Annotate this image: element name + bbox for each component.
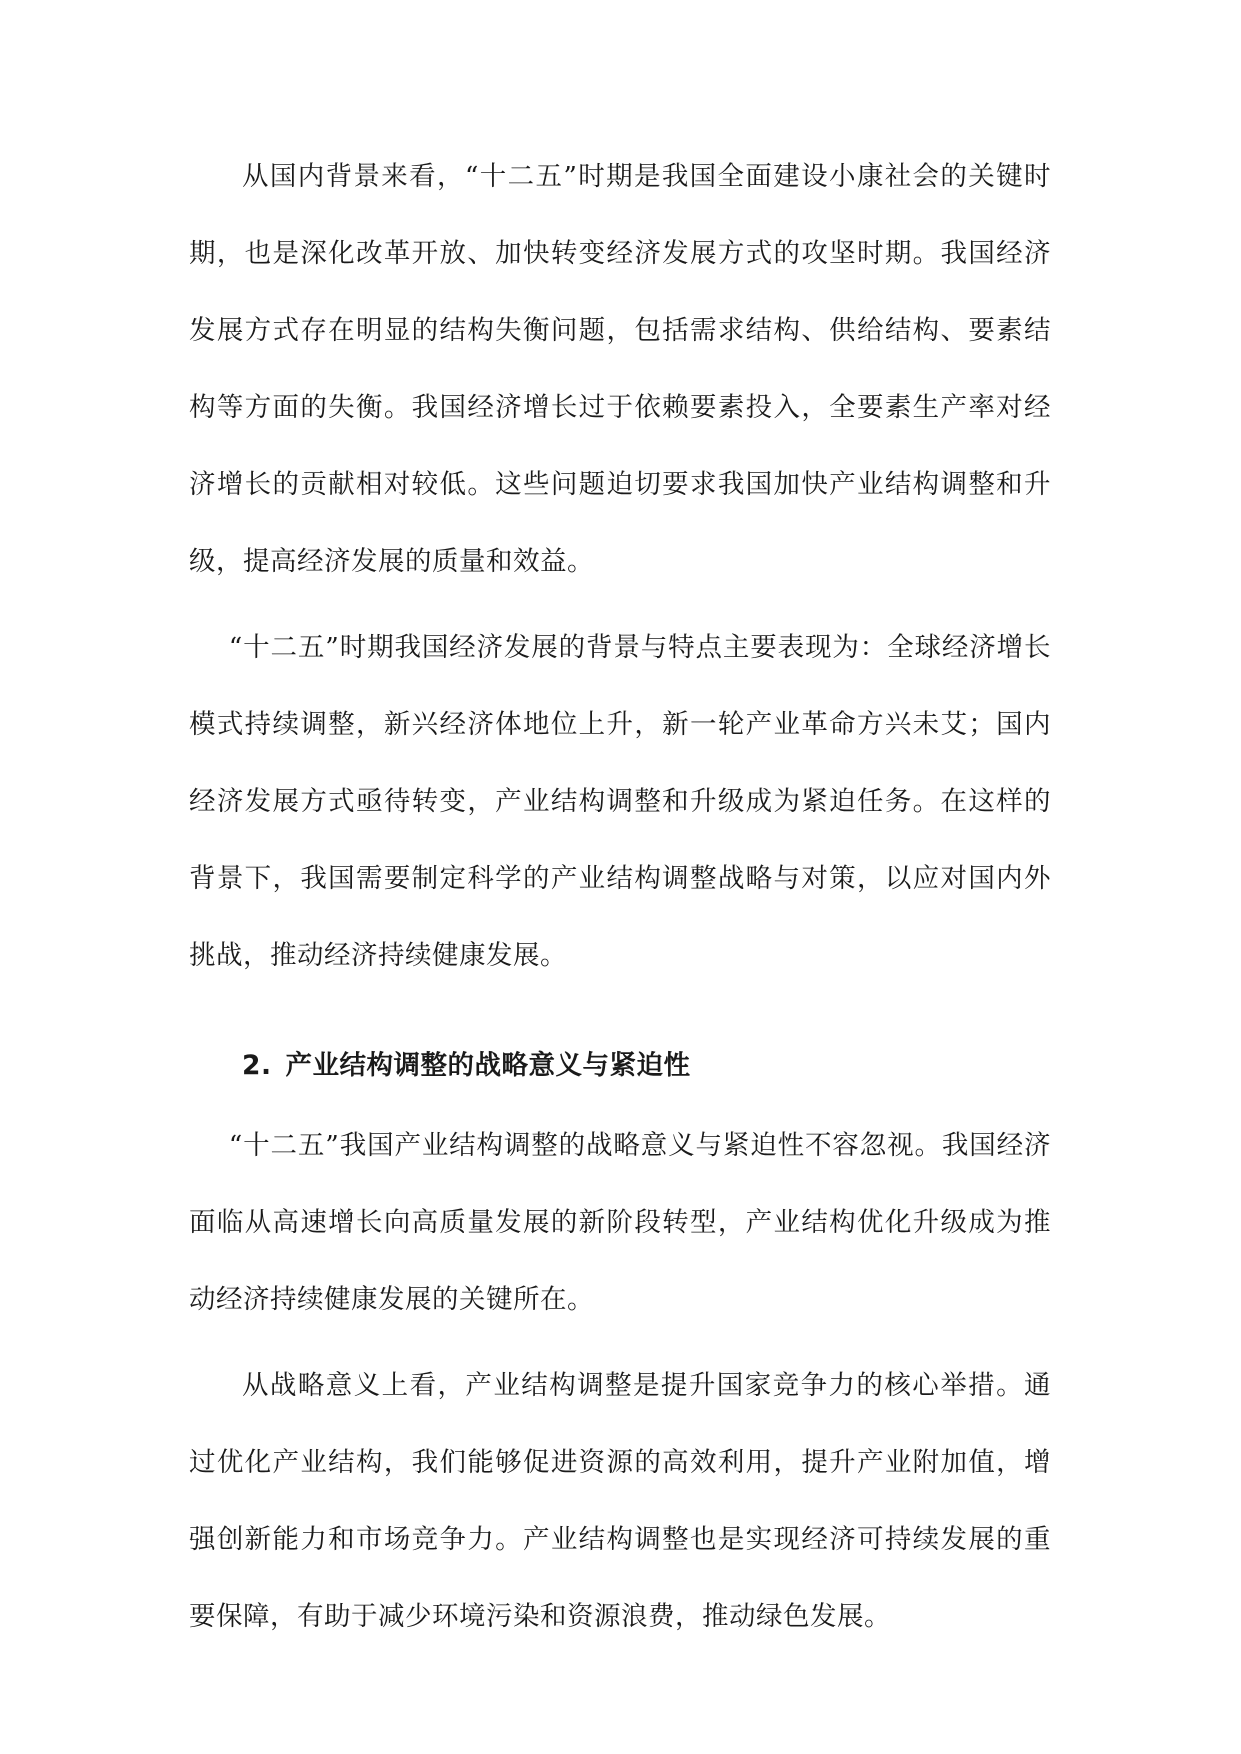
paragraph-urgency: “十二五”我国产业结构调整的战略意义与紧迫性不容忽视。我国经济面临从高速增长向高质量发展的新阶段转型，产业结构优化升级成为推动经济持续健康发展的关键所在。 xyxy=(189,1130,1051,1315)
paragraph-strategic-significance: 从战略意义上看，产业结构调整是提升国家竞争力的核心举措。通过优化产业结构，我们能够促进资源的高效利用，提升产业附加值，增强创新能力和市场竞争力。产业结构调整也是实现经济可持续发展的重要保障，有助于减少环境污染和资源浪费，推动绿色发展。 xyxy=(189,1370,1051,1632)
paragraph-background-features: “十二五”时期我国经济发展的背景与特点主要表现为：全球经济增长模式持续调整，新兴经济体地位上升，新一轮产业革命方兴未艾；国内经济发展方式亟待转变，产业结构调整和升级成为紧迫任务。在这样的背景下，我国需要制定科学的产业结构调整战略与对策，以应对国内外挑战，推动经济持续健康发展。 xyxy=(189,632,1051,971)
paragraph-domestic-background: 从国内背景来看，“十二五”时期是我国全面建设小康社会的关键时期，也是深化改革开放、加快转变经济发展方式的攻坚时期。我国经济发展方式存在明显的结构失衡问题，包括需求结构、供给结构、要素结构等方面的失衡。我国经济增长过于依赖要素投入，全要素生产率对经济增长的贡献相对较低。这些问题迫切要求我国加快产业结构调整和升级，提高经济发展的质量和效益。 xyxy=(189,161,1051,577)
document-body xyxy=(189,138,1051,1664)
section-title: 产业结构调整的战略意义与紧迫性 xyxy=(285,1050,691,1081)
section-heading xyxy=(189,1027,1051,1104)
section-number: 2. xyxy=(242,1050,272,1081)
